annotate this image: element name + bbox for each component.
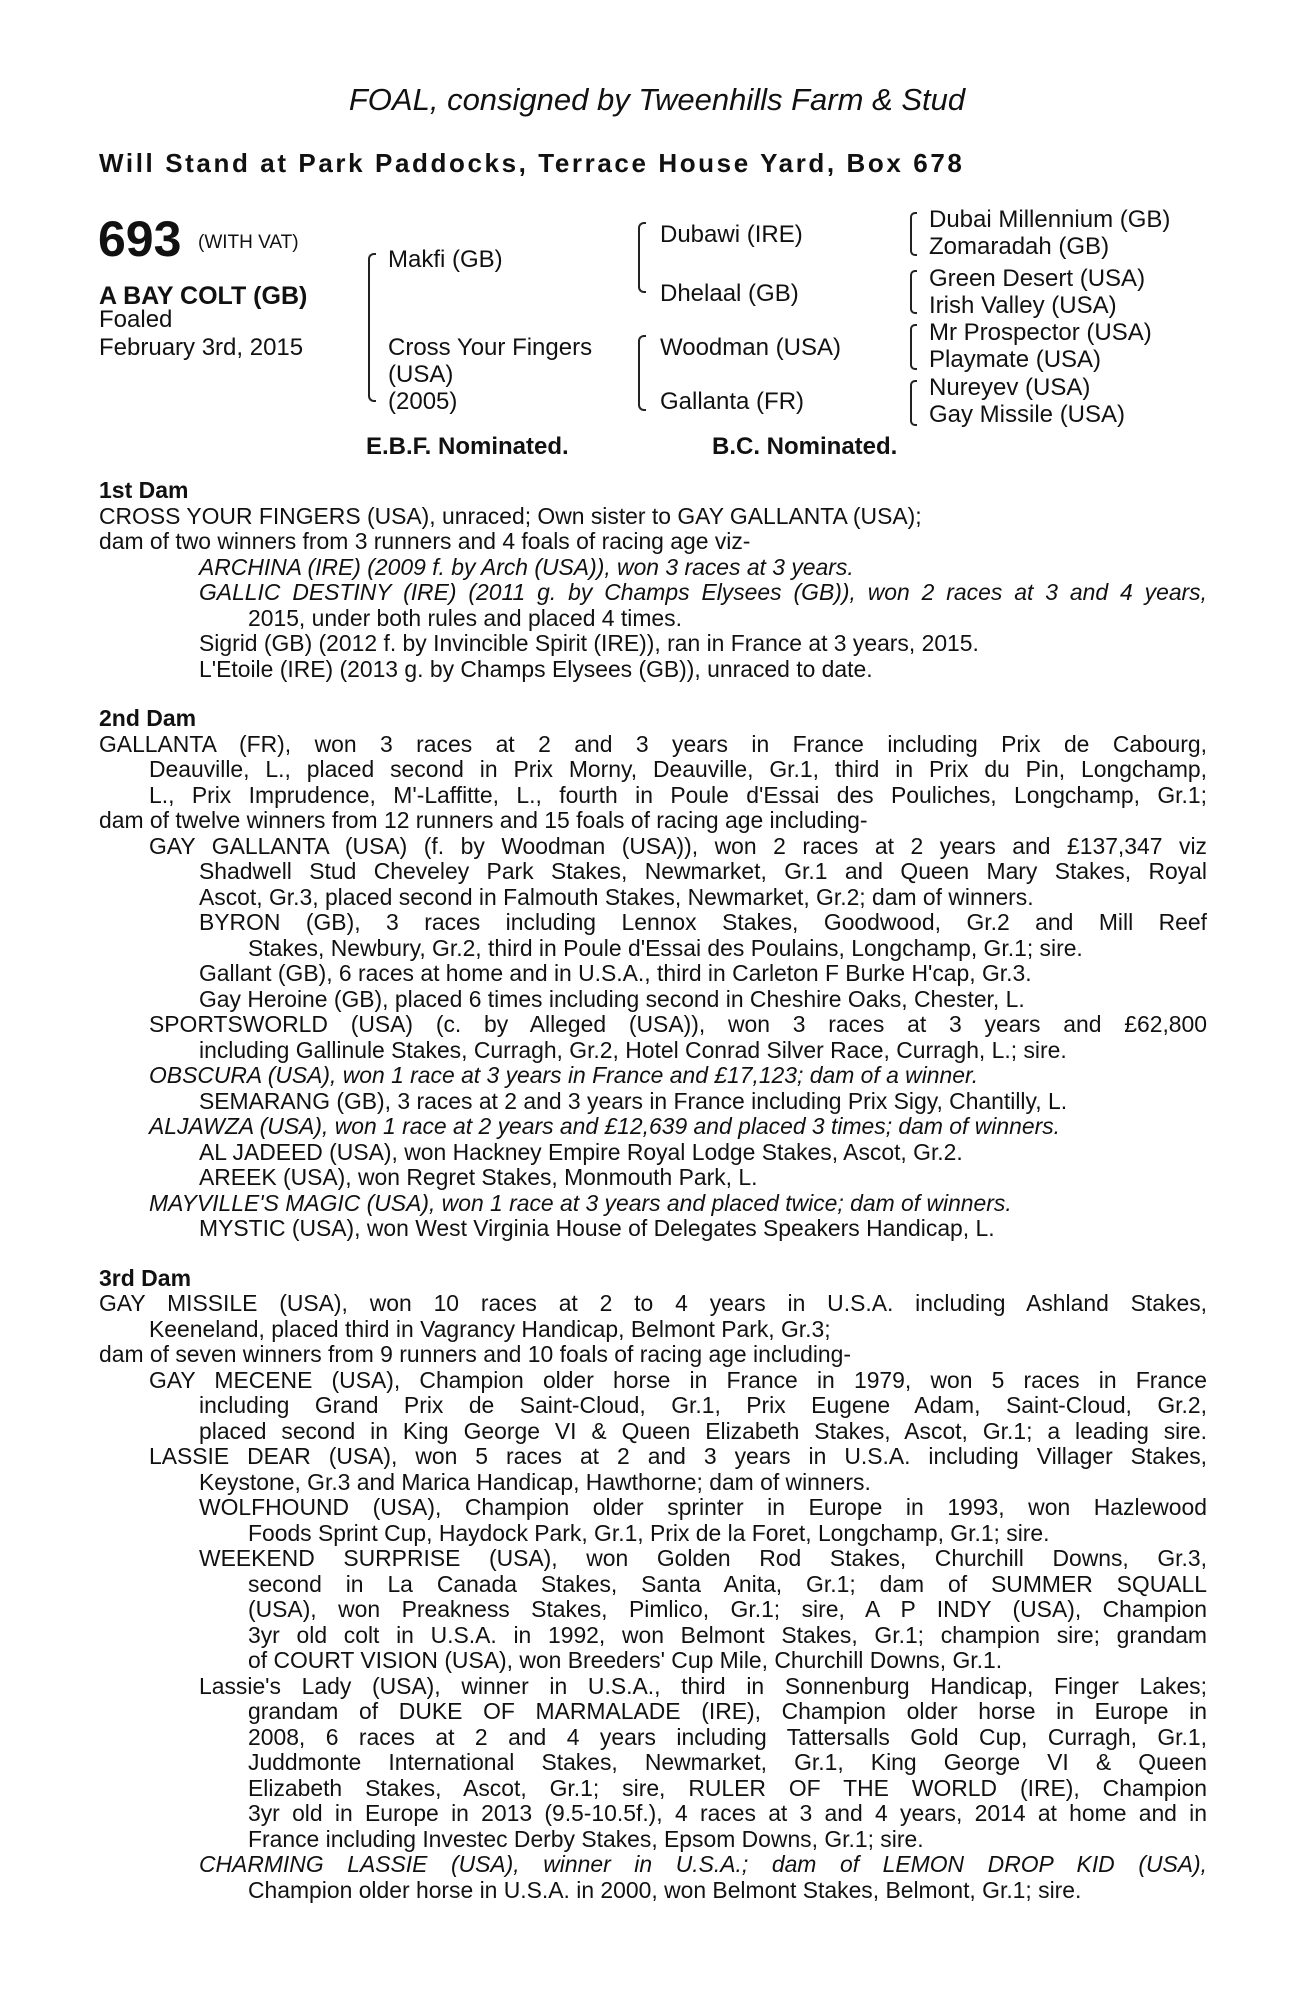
pedigree-brace-6 (910, 324, 917, 370)
second-dam-line: OBSCURA (USA), won 1 race at 3 years in France and £17,123; dam of a winner. (149, 1062, 979, 1088)
third-dam-line: (USA), won Preakness Stakes, Pimlico, Gr.1; sire, A P INDY (USA), Champion (248, 1597, 1207, 1622)
pedigree-brace-1 (368, 253, 376, 402)
second-dam-line: ALJAWZA (USA), won 1 race at 2 years and £12,639 and placed 3 times; dam of winners. (149, 1113, 1060, 1139)
pedigree-g3-3: Green Desert (USA) (929, 265, 1146, 292)
pedigree-sire: Makfi (GB) (388, 246, 503, 273)
pedigree-g3-6: Playmate (USA) (929, 346, 1102, 373)
foaled-date: February 3rd, 2015 (99, 334, 304, 361)
catalogue-body (99, 478, 1207, 1903)
second-dam-line: SEMARANG (GB), 3 races at 2 and 3 years in France including Prix Sigy, Chantilly, L. (199, 1087, 1068, 1114)
pedigree-g3-7: Nureyev (USA) (929, 374, 1091, 401)
pedigree-dam-sire: Woodman (USA) (660, 334, 841, 361)
second-dam-line: Gallant (GB), 6 races at home and in U.S.A., third in Carleton F Burke H'cap, Gr.3. (199, 960, 1032, 986)
pedigree-brace-3 (638, 335, 646, 411)
horse-description: A BAY COLT (GB) (99, 282, 308, 310)
foaled-label: Foaled (99, 306, 173, 333)
third-dam-line: 3yr old in Europe in 2013 (9.5-10.5f.), 4 races at 3 and 4 years, 2014 at home and in (248, 1801, 1207, 1826)
second-dam-line: Gay Heroine (GB), placed 6 times including second in Cheshire Oaks, Chester, L. (199, 985, 1025, 1012)
vat-note: (WITH VAT) (198, 232, 299, 253)
pedigree-sire-dam: Dhelaal (GB) (660, 280, 799, 307)
pedigree-sire-sire: Dubawi (IRE) (660, 221, 803, 248)
catalogue-header: FOAL, consigned by Tweenhills Farm & Stud (348, 82, 966, 117)
pedigree-brace-4 (910, 212, 917, 256)
third-dam-line: Juddmonte International Stakes, Newmarket, Gr.1, King George VI & Queen (248, 1750, 1207, 1775)
third-dam-line: of COURT VISION (USA), won Breeders' Cup Mile, Churchill Downs, Gr.1. (248, 1647, 1003, 1673)
first-dam-line: L'Etoile (IRE) (2013 g. by Champs Elysees (GB)), unraced to date. (199, 655, 873, 682)
third-dam-line: including Grand Prix de Saint-Cloud, Gr.1, Prix Eugene Adam, Saint-Cloud, Gr.2, (199, 1393, 1207, 1418)
third-dam-line: Lassie's Lady (USA), winner in U.S.A., third in Sonnenburg Handicap, Finger Lakes; (199, 1673, 1207, 1699)
second-dam-line: GAY GALLANTA (USA) (f. by Woodman (USA)), won 2 races at 2 years and £137,347 viz (149, 833, 1207, 859)
third-dam-line: Elizabeth Stakes, Ascot, Gr.1; sire, RULER OF THE WORLD (IRE), Champion (248, 1775, 1207, 1801)
pedigree-dam-line-2: (USA) (388, 361, 454, 388)
second-dam-line: Shadwell Stud Cheveley Park Stakes, Newmarket, Gr.1 and Queen Mary Stakes, Royal (199, 859, 1207, 884)
first-dam-line: Sigrid (GB) (2012 f. by Invincible Spirit (IRE)), ran in France at 3 years, 2015. (199, 630, 979, 656)
third-dam-heading: 3rd Dam (99, 1264, 192, 1291)
first-dam-line: GALLIC DESTINY (IRE) (2011 g. by Champs Elysees (GB)), won 2 races at 3 and 4 years, (199, 580, 1207, 605)
first-dam-line: ARCHINA (IRE) (2009 f. by Arch (USA)), won 3 races at 3 years. (199, 553, 854, 580)
pedigree-g3-4: Irish Valley (USA) (929, 292, 1117, 319)
pedigree-dam-line-1: Cross Your Fingers (388, 334, 593, 361)
first-dam-line: 2015, under both rules and placed 4 times. (248, 604, 682, 631)
third-dam-line: Foods Sprint Cup, Haydock Park, Gr.1, Prix de la Foret, Longchamp, Gr.1; sire. (248, 1519, 1050, 1546)
third-dam-line: GAY MECENE (USA), Champion older horse in France in 1979, won 5 races in France (149, 1367, 1207, 1393)
ebf-nomination: E.B.F. Nominated. (366, 433, 569, 460)
third-dam-line: LASSIE DEAR (USA), won 5 races at 2 and 3 years in U.S.A. including Villager Stakes, (149, 1444, 1207, 1469)
third-dam-line: Champion older horse in U.S.A. in 2000, won Belmont Stakes, Belmont, Gr.1; sire. (248, 1876, 1082, 1903)
second-dam-line: GALLANTA (FR), won 3 races at 2 and 3 years in France including Prix de Cabourg, (99, 731, 1207, 757)
second-dam-line: SPORTSWORLD (USA) (c. by Alleged (USA)), won 3 races at 3 years and £62,800 (149, 1012, 1207, 1037)
first-dam-line: dam of two winners from 3 runners and 4 foals of racing age viz- (99, 528, 751, 554)
third-dam-line: GAY MISSILE (USA), won 10 races at 2 to 4 years in U.S.A. including Ashland Stakes, (99, 1291, 1207, 1316)
second-dam-line: Stakes, Newbury, Gr.2, third in Poule d'Essai des Poulains, Longchamp, Gr.1; sire. (248, 934, 1083, 961)
second-dam-line: MYSTIC (USA), won West Virginia House of Delegates Speakers Handicap, L. (199, 1215, 995, 1241)
stand-location: Will Stand at Park Paddocks, Terrace House Yard, Box 678 (99, 148, 965, 178)
second-dam-line: L., Prix Imprudence, M'-Laffitte, L., fourth in Poule d'Essai des Pouliches, Longchamp, Gr.1; (149, 782, 1207, 808)
pedigree-g3-1: Dubai Millennium (GB) (929, 206, 1171, 233)
first-dam-line: CROSS YOUR FINGERS (USA), unraced; Own sister to GAY GALLANTA (USA); (99, 502, 922, 529)
lot-number: 693 (98, 211, 182, 267)
pedigree-brace-2 (638, 222, 646, 293)
third-dam-line: second in La Canada Stakes, Santa Anita, Gr.1; dam of SUMMER SQUALL (248, 1571, 1207, 1597)
second-dam-line: AL JADEED (USA), won Hackney Empire Royal Lodge Stakes, Ascot, Gr.2. (199, 1138, 963, 1165)
third-dam-line: placed second in King George VI & Queen Elizabeth Stakes, Ascot, Gr.1; a leading sire. (199, 1418, 1207, 1444)
third-dam-line: CHARMING LASSIE (USA), winner in U.S.A.; dam of LEMON DROP KID (USA), (199, 1852, 1207, 1877)
second-dam-line: AREEK (USA), won Regret Stakes, Monmouth Park, L. (199, 1164, 758, 1190)
third-dam-line: Keystone, Gr.3 and Marica Handicap, Hawthorne; dam of winners. (199, 1468, 871, 1495)
third-dam-line: grandam of DUKE OF MARMALADE (IRE), Champion older horse in Europe in (248, 1699, 1207, 1724)
third-dam-line: WEEKEND SURPRISE (USA), won Golden Rod Stakes, Churchill Downs, Gr.3, (199, 1546, 1207, 1571)
pedigree-g3-2: Zomaradah (GB) (929, 233, 1110, 260)
second-dam-line: Deauville, L., placed second in Prix Morny, Deauville, Gr.1, third in Prix du Pin, Longchamp, (149, 757, 1207, 782)
second-dam-line: Ascot, Gr.3, placed second in Falmouth Stakes, Newmarket, Gr.2; dam of winners. (199, 883, 1034, 910)
bc-nomination: B.C. Nominated. (712, 433, 898, 460)
pedigree-dam-line-3: (2005) (388, 388, 458, 415)
first-dam-heading: 1st Dam (99, 477, 189, 503)
second-dam-line: BYRON (GB), 3 races including Lennox Stakes, Goodwood, Gr.2 and Mill Reef (199, 910, 1207, 935)
third-dam-line: dam of seven winners from 9 runners and 10 foals of racing age including- (99, 1341, 851, 1367)
third-dam-line: 2008, 6 races at 2 and 4 years including Tattersalls Gold Cup, Curragh, Gr.1, (248, 1724, 1207, 1750)
second-dam-line: dam of twelve winners from 12 runners and 15 foals of racing age including- (99, 807, 868, 833)
third-dam-line: WOLFHOUND (USA), Champion older sprinter in Europe in 1993, won Hazlewood (199, 1495, 1207, 1520)
second-dam-line: MAYVILLE'S MAGIC (USA), won 1 race at 3 years and placed twice; dam of winners. (149, 1189, 1012, 1216)
second-dam-heading: 2nd Dam (99, 705, 197, 731)
second-dam-line: including Gallinule Stakes, Curragh, Gr.2, Hotel Conrad Silver Race, Curragh, L.; sire. (199, 1036, 1067, 1063)
pedigree-brace-5 (910, 270, 917, 314)
pedigree-brace-7 (910, 380, 917, 426)
pedigree-g3-8: Gay Missile (USA) (929, 401, 1126, 428)
third-dam-line: France including Investec Derby Stakes, Epsom Downs, Gr.1; sire. (248, 1825, 924, 1852)
third-dam-line: Keeneland, placed third in Vagrancy Handicap, Belmont Park, Gr.3; (149, 1315, 831, 1342)
pedigree-g3-5: Mr Prospector (USA) (929, 319, 1152, 346)
third-dam-line: 3yr old colt in U.S.A. in 1992, won Belmont Stakes, Gr.1; champion sire; grandam (248, 1622, 1207, 1648)
pedigree-dam-dam: Gallanta (FR) (660, 388, 805, 415)
